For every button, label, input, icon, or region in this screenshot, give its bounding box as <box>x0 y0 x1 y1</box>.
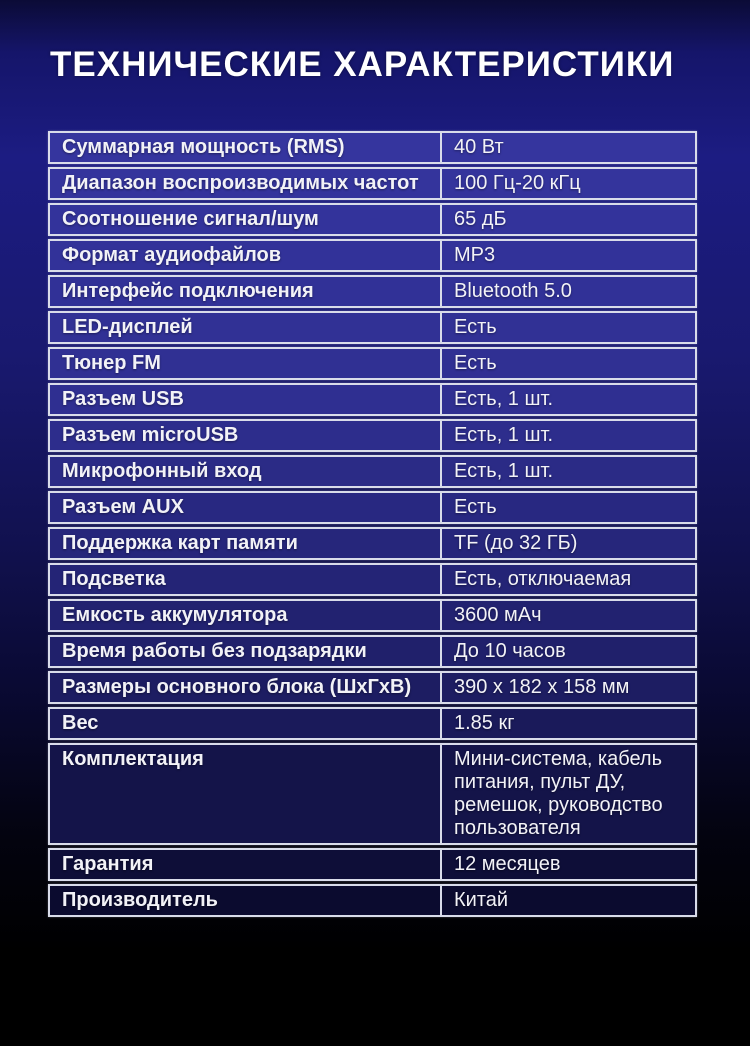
spec-value: Bluetooth 5.0 <box>454 280 572 302</box>
spec-label: Комплектация <box>50 745 442 843</box>
spec-value: 65 дБ <box>454 208 507 230</box>
spec-value: Есть <box>454 352 497 374</box>
spec-value: Есть, 1 шт. <box>454 388 554 410</box>
table-row <box>48 671 697 704</box>
spec-table <box>48 131 697 917</box>
page-title: ТЕХНИЧЕСКИЕ ХАРАКТЕРИСТИКИ <box>50 45 675 84</box>
spec-label: Размеры основного блока (ШхГхВ) <box>50 673 442 702</box>
spec-value: 390 x 182 x 158 мм <box>454 676 630 698</box>
spec-label: Поддержка карт памяти <box>50 529 442 558</box>
spec-value: До 10 часов <box>454 640 566 662</box>
spec-value: Есть, 1 шт. <box>454 424 554 446</box>
table-row <box>48 707 697 740</box>
spec-label: Подсветка <box>50 565 442 594</box>
table-row <box>48 884 697 917</box>
table-row <box>48 167 697 200</box>
table-row <box>48 419 697 452</box>
spec-label: Вес <box>50 709 442 738</box>
spec-value: 3600 мАч <box>454 604 542 626</box>
spec-value: Есть, отключаемая <box>454 568 632 590</box>
spec-value: 100 Гц-20 кГц <box>454 172 581 194</box>
spec-value: 12 месяцев <box>454 853 561 875</box>
spec-label: Формат аудиофайлов <box>50 241 442 270</box>
spec-label: Производитель <box>50 886 442 915</box>
table-row <box>48 599 697 632</box>
spec-value: Китай <box>454 889 509 911</box>
spec-value: Мини-система, кабель питания, пульт ДУ, ремешок, руководство пользователя <box>454 748 663 839</box>
table-row <box>48 275 697 308</box>
spec-label: Разъем AUX <box>50 493 442 522</box>
table-row <box>48 491 697 524</box>
table-row <box>48 203 697 236</box>
spec-label: Интерфейс подключения <box>50 277 442 306</box>
spec-value: MP3 <box>454 244 496 266</box>
table-row <box>48 563 697 596</box>
spec-label: Разъем microUSB <box>50 421 442 450</box>
table-row <box>48 743 697 845</box>
spec-value: Есть <box>454 496 497 518</box>
spec-value: TF (до 32 ГБ) <box>454 532 578 554</box>
spec-label: Микрофонный вход <box>50 457 442 486</box>
spec-value: Есть, 1 шт. <box>454 460 554 482</box>
table-row <box>48 635 697 668</box>
table-row <box>48 455 697 488</box>
table-row <box>48 239 697 272</box>
spec-label: Тюнер FM <box>50 349 442 378</box>
spec-label: Гарантия <box>50 850 442 879</box>
spec-sheet <box>0 46 750 917</box>
spec-label: Разъем USB <box>50 385 442 414</box>
spec-label: LED-дисплей <box>50 313 442 342</box>
table-row <box>48 347 697 380</box>
table-row <box>48 131 697 164</box>
table-row <box>48 383 697 416</box>
spec-label: Суммарная мощность (RMS) <box>50 133 442 162</box>
table-row <box>48 527 697 560</box>
spec-label: Емкость аккумулятора <box>50 601 442 630</box>
spec-label: Диапазон воспроизводимых частот <box>50 169 442 198</box>
spec-value: Есть <box>454 316 497 338</box>
spec-value: 40 Вт <box>454 136 504 158</box>
table-row <box>48 848 697 881</box>
spec-label: Время работы без подзарядки <box>50 637 442 666</box>
spec-label: Соотношение сигнал/шум <box>50 205 442 234</box>
table-row <box>48 311 697 344</box>
spec-value: 1.85 кг <box>454 712 515 734</box>
